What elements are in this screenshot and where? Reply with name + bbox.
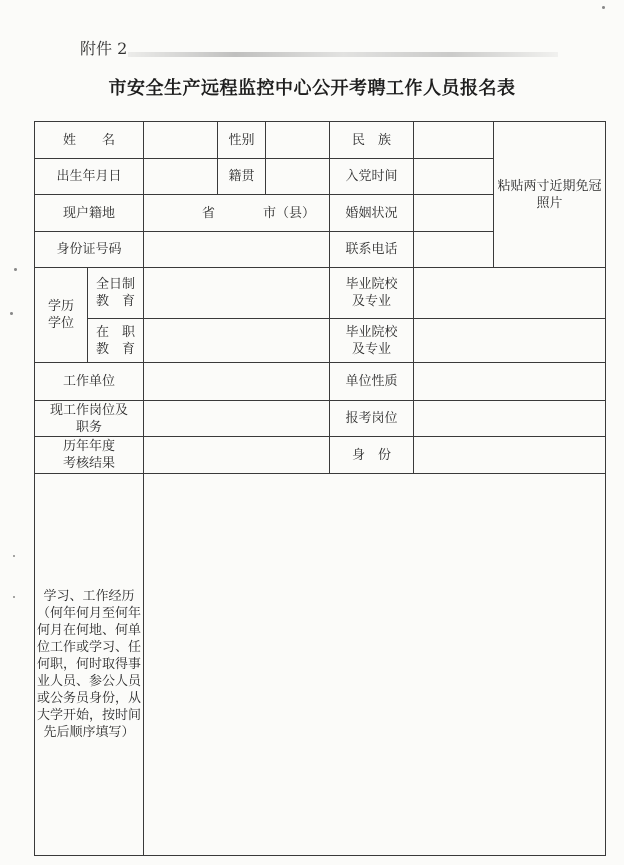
unit-nature-field[interactable] bbox=[414, 363, 606, 401]
registration-form-table bbox=[34, 121, 606, 856]
inservice-school-major-label: 毕业院校 及专业 bbox=[330, 319, 414, 363]
ethnicity-field[interactable] bbox=[414, 122, 494, 159]
identity-field[interactable] bbox=[414, 437, 606, 474]
applied-post-label: 报考岗位 bbox=[330, 401, 414, 437]
applied-post-field[interactable] bbox=[414, 401, 606, 437]
gender-label: 性别 bbox=[218, 122, 266, 159]
inservice-education-field[interactable] bbox=[144, 319, 330, 363]
name-field[interactable] bbox=[144, 122, 218, 159]
party-join-date-field[interactable] bbox=[414, 159, 494, 195]
birth-date-field[interactable] bbox=[144, 159, 218, 195]
attachment-label: 附件 2 bbox=[80, 39, 128, 58]
identity-label: 身 份 bbox=[330, 437, 414, 474]
form-title: 市安全生产远程监控中心公开考聘工作人员报名表 bbox=[108, 78, 516, 99]
scan-speck bbox=[602, 6, 605, 9]
education-degree-label: 学历 学位 bbox=[35, 268, 88, 363]
province-suffix: 省 bbox=[202, 205, 216, 221]
marital-status-field[interactable] bbox=[414, 195, 494, 232]
fulltime-school-major-field[interactable] bbox=[414, 268, 606, 319]
marital-status-label: 婚姻状况 bbox=[330, 195, 414, 232]
photo-box[interactable]: 粘贴两寸近期免冠照片 bbox=[494, 122, 606, 268]
fulltime-education-field[interactable] bbox=[144, 268, 330, 319]
phone-field[interactable] bbox=[414, 232, 494, 268]
scan-speck bbox=[13, 596, 15, 598]
current-post-field[interactable] bbox=[144, 401, 330, 437]
native-place-label: 籍贯 bbox=[218, 159, 266, 195]
party-join-date-label: 入党时间 bbox=[330, 159, 414, 195]
household-field[interactable] bbox=[144, 195, 330, 232]
id-number-label: 身份证号码 bbox=[35, 232, 144, 268]
annual-appraisal-label: 历年年度 考核结果 bbox=[35, 437, 144, 474]
inservice-school-major-field[interactable] bbox=[414, 319, 606, 363]
scan-speck bbox=[10, 312, 13, 315]
employer-label: 工作单位 bbox=[35, 363, 144, 401]
ethnicity-label: 民 族 bbox=[330, 122, 414, 159]
scan-speck bbox=[13, 555, 15, 557]
gender-field[interactable] bbox=[266, 122, 330, 159]
fulltime-school-major-label: 毕业院校 及专业 bbox=[330, 268, 414, 319]
unit-nature-label: 单位性质 bbox=[330, 363, 414, 401]
scan-streak bbox=[128, 52, 558, 57]
current-post-label: 现工作岗位及 职务 bbox=[35, 401, 144, 437]
birth-date-label: 出生年月日 bbox=[35, 159, 144, 195]
phone-label: 联系电话 bbox=[330, 232, 414, 268]
id-number-field[interactable] bbox=[144, 232, 330, 268]
resume-field[interactable] bbox=[144, 474, 606, 856]
employer-field[interactable] bbox=[144, 363, 330, 401]
fulltime-education-label: 全日制 教 育 bbox=[88, 268, 144, 319]
city-suffix: 市（县） bbox=[263, 205, 316, 221]
household-label: 现户籍地 bbox=[35, 195, 144, 232]
annual-appraisal-field[interactable] bbox=[144, 437, 330, 474]
resume-label: 学习、工作经历 （何年何月至何年何月在何地、何单位工作或学习、任何职，何时取得事业人员、参公人员或公务员身份，从大学开始，按时间先后顺序填写） bbox=[35, 474, 144, 856]
scan-speck bbox=[14, 268, 17, 271]
name-label: 姓 名 bbox=[35, 122, 144, 159]
inservice-education-label: 在 职 教 育 bbox=[88, 319, 144, 363]
native-place-field[interactable] bbox=[266, 159, 330, 195]
